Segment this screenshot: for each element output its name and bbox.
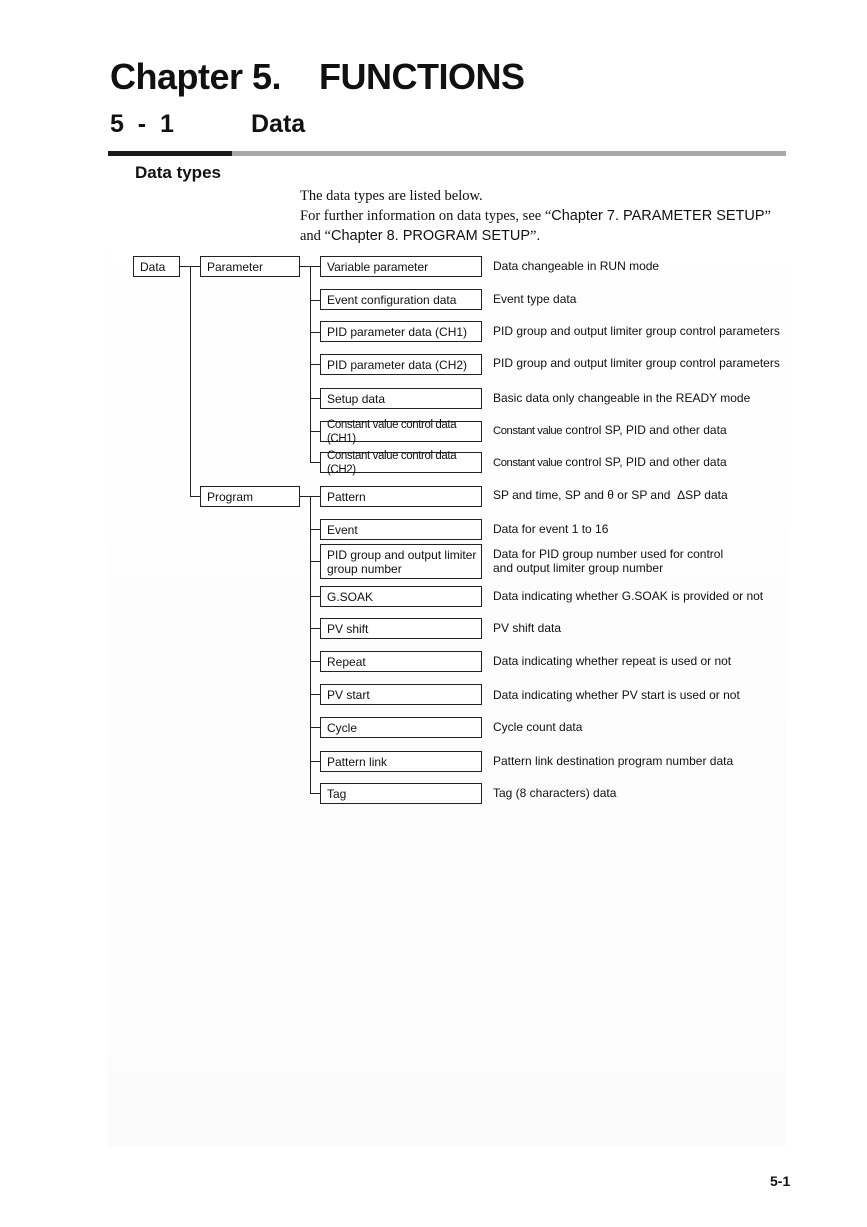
chapter8-reference: Chapter 8. PROGRAM SETUP xyxy=(331,228,531,244)
desc-pattern: SP and time, SP and θ or SP and ΔSP data xyxy=(493,488,728,502)
tree-leaf-cycle: Cycle xyxy=(320,717,482,738)
connector xyxy=(310,727,320,728)
desc-pid-ch1: PID group and output limiter group control parameters xyxy=(493,324,780,338)
tree-leaf-repeat: Repeat xyxy=(320,651,482,672)
connector xyxy=(310,661,320,662)
connector xyxy=(310,462,320,463)
tree-leaf-variable-parameter: Variable parameter xyxy=(320,256,482,277)
desc-cycle: Cycle count data xyxy=(493,720,583,734)
desc-event-configuration: Event type data xyxy=(493,292,577,306)
connector xyxy=(190,266,191,497)
connector xyxy=(190,496,200,497)
tree-leaf-pv-start: PV start xyxy=(320,684,482,705)
desc-setup-data: Basic data only changeable in the READY mode xyxy=(493,391,751,405)
connector xyxy=(310,398,320,399)
tree-root-data: Data xyxy=(133,256,180,277)
tree-leaf-pid-group: PID group and output limiter group number xyxy=(320,544,482,579)
connector xyxy=(310,628,320,629)
tree-leaf-event-configuration: Event configuration data xyxy=(320,289,482,310)
subheading-data-types: Data types xyxy=(135,163,221,182)
connector xyxy=(310,332,320,333)
connector xyxy=(310,431,320,432)
tree-leaf-pid-ch1: PID parameter data (CH1) xyxy=(320,321,482,342)
tree-node-parameter: Parameter xyxy=(200,256,300,277)
tree-node-program: Program xyxy=(200,486,300,507)
tree-leaf-tag: Tag xyxy=(320,783,482,804)
tree-leaf-constant-ch2: Constant value control data (CH2) xyxy=(320,452,482,473)
connector xyxy=(310,793,320,794)
tree-leaf-pattern: Pattern xyxy=(320,486,482,507)
connector xyxy=(310,300,320,301)
intro-text xyxy=(300,186,780,246)
tree-leaf-constant-ch1: Constant value control data (CH1) xyxy=(320,421,482,442)
desc-constant-ch2: Constant value control SP, PID and other data xyxy=(493,455,727,469)
tree-leaf-event: Event xyxy=(320,519,482,540)
desc-event: Data for event 1 to 16 xyxy=(493,522,609,536)
intro-line-3: and “Chapter 8. PROGRAM SETUP”. xyxy=(300,228,541,244)
desc-pid-group: Data for PID group number used for control and output limiter group number xyxy=(493,547,724,575)
desc-pv-shift: PV shift data xyxy=(493,621,562,635)
connector xyxy=(310,496,311,794)
tree-leaf-setup-data: Setup data xyxy=(320,388,482,409)
page-number: 5-1 xyxy=(770,1173,791,1189)
intro-line-2: For further information on data types, see “Chapter 7. PARAMETER SETUP” xyxy=(300,208,771,224)
section-title: Data xyxy=(251,110,306,138)
connector xyxy=(310,364,320,365)
tree-leaf-pv-shift: PV shift xyxy=(320,618,482,639)
desc-tag: Tag (8 characters) data xyxy=(493,786,617,800)
intro-line-1: The data types are listed below. xyxy=(300,188,483,204)
connector xyxy=(310,761,320,762)
connector xyxy=(310,596,320,597)
desc-repeat: Data indicating whether repeat is used or not xyxy=(493,654,732,668)
desc-pattern-link: Pattern link destination program number data xyxy=(493,754,734,768)
connector xyxy=(310,529,320,530)
tree-leaf-pid-ch2: PID parameter data (CH2) xyxy=(320,354,482,375)
desc-constant-ch1: Constant value control SP, PID and other data xyxy=(493,423,727,437)
tree-leaf-pattern-link: Pattern link xyxy=(320,751,482,772)
desc-pid-ch2: PID group and output limiter group control parameters xyxy=(493,356,780,370)
desc-pv-start: Data indicating whether PV start is used or not xyxy=(493,688,740,702)
connector xyxy=(310,561,320,562)
desc-gsoak: Data indicating whether G.SOAK is provided or not xyxy=(493,589,764,603)
section-heading xyxy=(110,110,305,139)
connector xyxy=(310,694,320,695)
chapter-title: Chapter 5. FUNCTIONS xyxy=(110,56,525,97)
desc-variable-parameter: Data changeable in RUN mode xyxy=(493,259,660,273)
section-number: 5 - 1 xyxy=(110,110,174,138)
chapter7-reference: Chapter 7. PARAMETER SETUP xyxy=(551,208,765,224)
tree-leaf-gsoak: G.SOAK xyxy=(320,586,482,607)
